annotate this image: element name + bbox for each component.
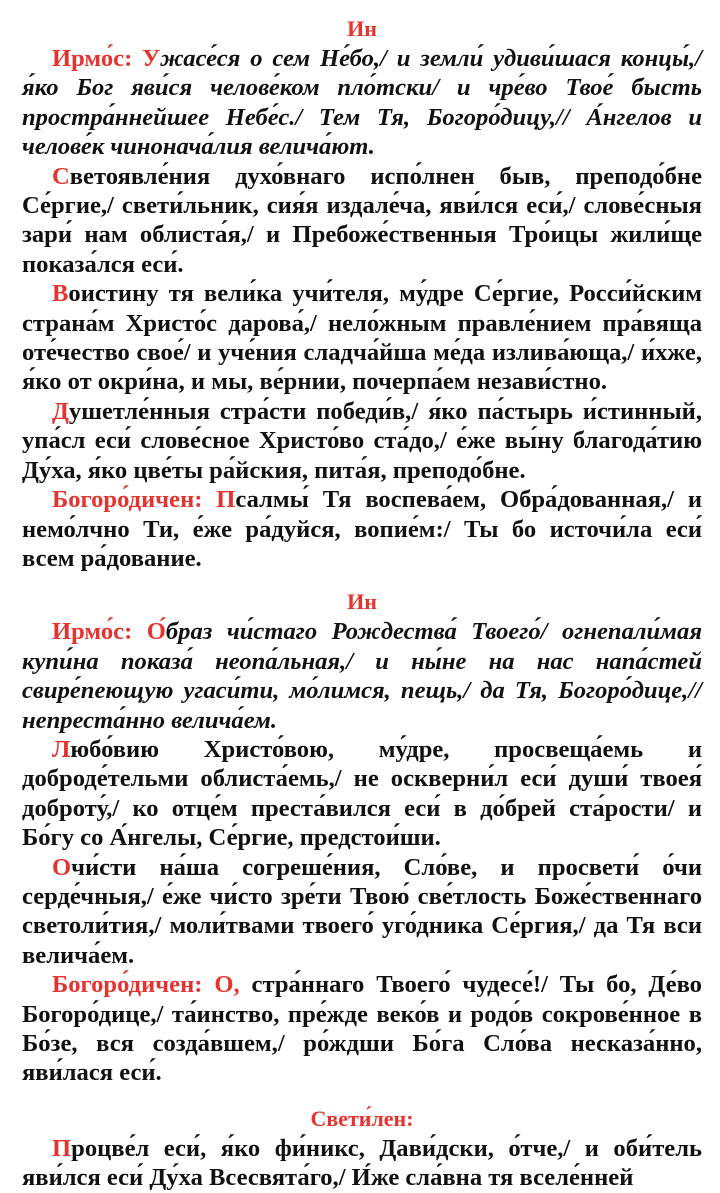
irmos-label: Ирмо́с: [52, 618, 147, 646]
initial-letter: О, [214, 971, 240, 999]
troparion-3 [22, 397, 702, 485]
initial-letter: П [52, 1134, 72, 1162]
section-heading-svetilen: Свети́лен: [310, 1105, 414, 1131]
initial-letter: О [52, 853, 72, 881]
section-heading-in-1: Ин [347, 16, 377, 41]
theotokion-label: Богоро́дичен: [52, 971, 215, 999]
irmos-label: Ирмо́с: [52, 45, 143, 72]
troparion-5 [22, 853, 702, 971]
troparion-text: чи́сти на́ша согреше́ния, Сло́ве, и просвети́ о́чи серде́чныя,/ е́же чи́сто зре́ти Твою́ све́тлость Боже́ственнаго светоли́тия,/ моли́твами твоего́ уго́дника Се́ргия,/ да Тя вси велича́ем. [22, 853, 702, 969]
theotokion-2 [22, 970, 702, 1088]
troparion-text: оистину тя вели́ка учи́теля, му́дре Се́ргие, Росси́йским страна́м Христо́с дарова́,/ нело́жным правле́нием пра́вяща оте́чество свое́/ и уче́ния сладча́йша ме́да излива́юща,/ и́хже, я́ко от окри́на, и мы, ве́рнии, почерпа́ем незави́стно. [22, 280, 702, 396]
troparion-1 [22, 162, 702, 280]
initial-letter: С [52, 162, 70, 190]
irmos-text: браз чи́стаго Рождества́ Твоего́/ огнепали́мая купи́на показа́ неопа́льная,/ и ны́не на нас напа́стей свире́пеющую угаси́ти, мо́лимся, пещь,/ да Тя, Богоро́дице,// непреста́нно велича́ем. [22, 618, 702, 734]
exapostilarion-text: роцве́л еси́, я́ко фи́никс, Дави́дски, о́тче,/ и оби́тель яви́лся еси́ Ду́ха Всесвята́го,/ И́же сла́вна тя вселе́нней [22, 1134, 702, 1192]
initial-letter: В [52, 280, 69, 308]
irmos-text: жасе́ся о сем Не́бо,/ и земли́ удиви́шася концы́,/ я́ко Бог яви́ся челове́ком пло́тски/ и чре́во Твое́ бысть простра́ннейшее Небе́с./ Тем Тя, Богоро́дицу,// А́нгелов и челове́к чинонача́лия велича́ют. [22, 45, 702, 161]
section-heading-in-2: Ин [347, 589, 377, 615]
troparion-4 [22, 735, 702, 853]
troparion-text: ушетле́нныя стра́сти победи́в,/ я́ко па́стырь и́стинный, упа́сл еси́ слове́сное Христо́во ста́до,/ е́же вы́ну благода́тию Ду́ха, я́ко цве́ты ра́йския, пита́я, преподо́бне. [22, 397, 702, 484]
initial-letter: У [142, 45, 161, 72]
theotokion-text: стра́ннаго Твоего́ чудесе́!/ Ты бо, Де́во Богоро́дице,/ та́инство, пре́жде веко́в и родо́в сокрове́нное в Бо́зе, вся созда́вшем,/ ро́ждши Бо́га Сло́ва несказа́нно, яви́лася еси́. [22, 971, 702, 1087]
initial-letter: Л [52, 735, 71, 763]
exapostilarion [22, 1134, 702, 1193]
theotokion-1 [22, 485, 702, 573]
theotokion-text: салмы́ Тя воспева́ем, Обра́дованная,/ и немо́лчно Ти, е́же ра́дуйся, вопие́м:/ Ты бо источи́ла еси́ всем ра́дование. [22, 486, 702, 572]
initial-letter: Д [52, 397, 69, 425]
troparion-text: юбо́вию Христо́вою, му́дре, просвеща́емь и доброде́тельми облиста́емь,/ не оскверни́л еси́ души́ твоея́ доброту́,/ ко отце́м преста́вился еси́ в до́брей ста́рости/ и Бо́гу со А́нгелы, Се́ргие, предстои́ши. [22, 735, 702, 852]
theotokion-label: Богоро́дичен: [52, 486, 217, 514]
initial-letter: О́ [146, 618, 166, 646]
troparion-text: ветоявле́ния духо́внаго испо́лнен быв, преподо́бне Се́ргие,/ свети́льник, сия́я издале́ча, яви́лся еси́,/ слове́сныя зари́ нам облиста́я,/ и Пребоже́ственныя Тро́ицы жили́ще показа́лся еси́. [22, 162, 702, 278]
initial-letter: П [216, 486, 236, 514]
irmos-1 [22, 44, 702, 162]
irmos-2 [22, 617, 702, 735]
troparion-2 [22, 279, 702, 397]
